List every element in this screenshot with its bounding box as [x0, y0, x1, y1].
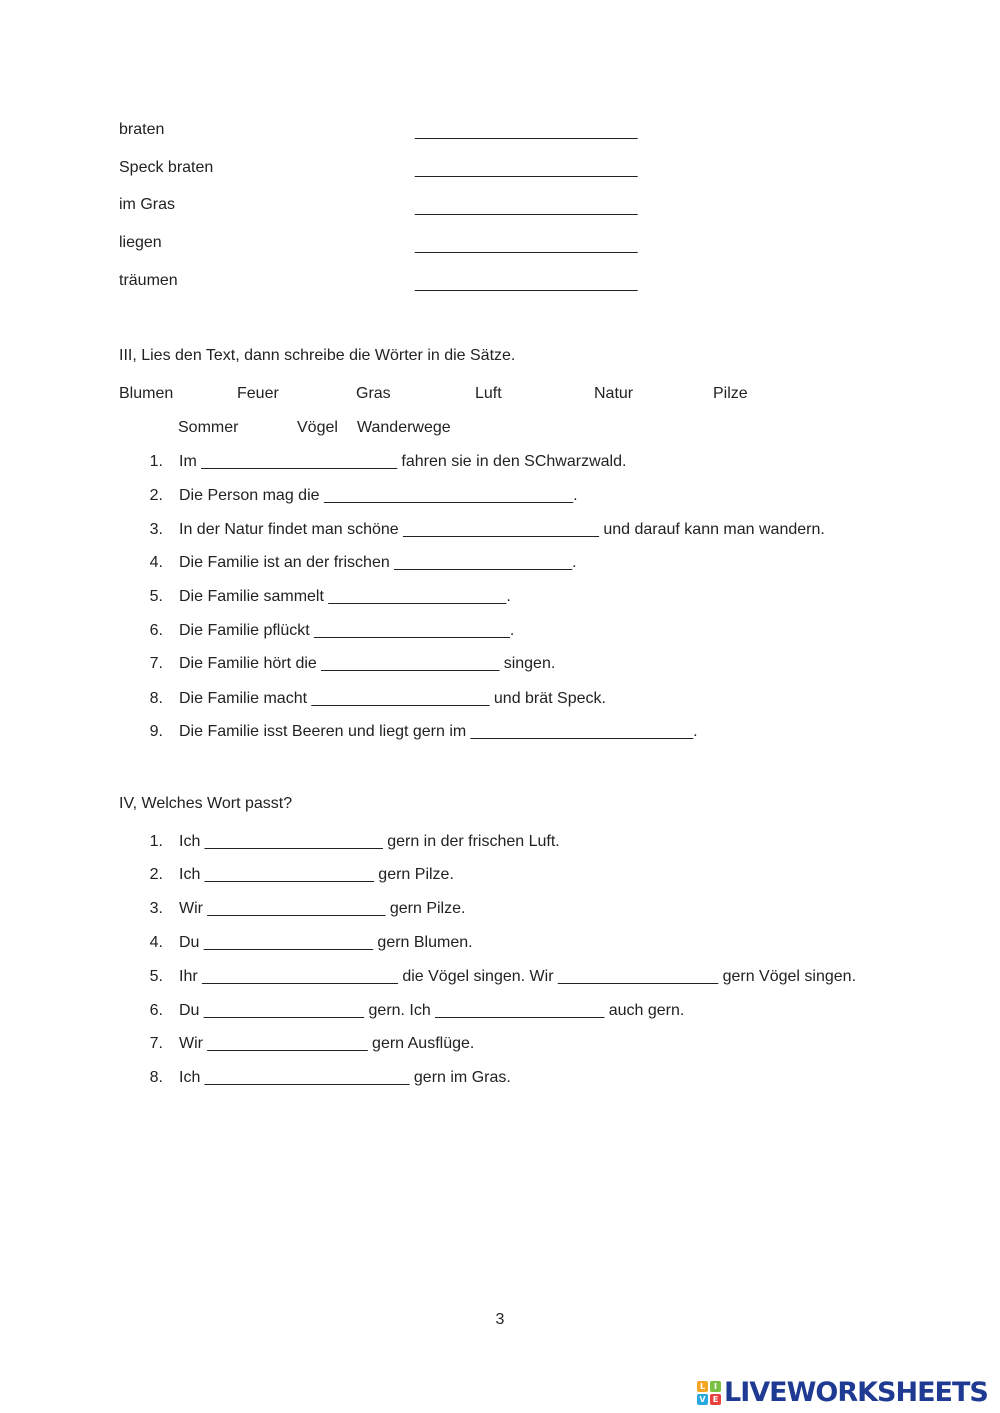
- fill-in-sentence[interactable]: Ich ___________________ gern Pilze.: [179, 866, 454, 883]
- fill-in-sentence[interactable]: Ich _______________________ gern im Gras.: [179, 1069, 511, 1086]
- liveworksheets-logo: [697, 1377, 988, 1409]
- page-number: 3: [495, 1311, 505, 1328]
- vocab-word: träumen: [119, 272, 178, 289]
- item-number: 4.: [149, 554, 163, 571]
- fill-in-sentence[interactable]: Die Familie isst Beeren und liegt gern im _________________________.: [179, 723, 698, 740]
- logo-mark-tile: L: [697, 1381, 708, 1392]
- word-bank-item: Gras: [356, 385, 391, 402]
- fill-in-sentence[interactable]: Ihr ______________________ die Vögel singen. Wir __________________ gern Vögel singen.: [179, 968, 857, 985]
- logo-mark-tile: I: [710, 1381, 721, 1392]
- item-number: 2.: [149, 866, 163, 883]
- vocab-word: im Gras: [119, 196, 175, 213]
- word-bank-item: Natur: [594, 385, 634, 402]
- vocab-answer-blank[interactable]: _________________________: [415, 199, 638, 216]
- vocab-word: liegen: [119, 234, 162, 251]
- item-number: 6.: [149, 1002, 163, 1019]
- fill-in-sentence[interactable]: Du __________________ gern. Ich ___________________ auch gern.: [179, 1002, 685, 1019]
- fill-in-sentence[interactable]: Die Familie pflückt ______________________.: [179, 622, 515, 639]
- logo-mark-tile: E: [710, 1394, 721, 1405]
- item-number: 5.: [149, 968, 163, 985]
- fill-in-sentence[interactable]: Die Familie hört die ____________________ singen.: [179, 655, 556, 672]
- item-number: 7.: [149, 1035, 163, 1052]
- fill-in-sentence[interactable]: Ich ____________________ gern in der frischen Luft.: [179, 833, 560, 850]
- item-number: 4.: [149, 934, 163, 951]
- word-bank-item: Sommer: [178, 419, 239, 436]
- word-bank-item: Luft: [475, 385, 502, 402]
- word-bank-item: Blumen: [119, 385, 174, 402]
- fill-in-sentence[interactable]: Die Familie sammelt ____________________.: [179, 588, 511, 605]
- item-number: 8.: [149, 690, 163, 707]
- item-number: 7.: [149, 655, 163, 672]
- fill-in-sentence[interactable]: Im ______________________ fahren sie in den SChwarzwald.: [179, 453, 627, 470]
- item-number: 1.: [149, 833, 163, 850]
- section-3-heading: III, Lies den Text, dann schreibe die Wörter in die Sätze.: [119, 347, 516, 364]
- item-number: 6.: [149, 622, 163, 639]
- item-number: 3.: [149, 900, 163, 917]
- word-bank-item: Feuer: [237, 385, 279, 402]
- word-bank-item: Wanderwege: [357, 419, 451, 436]
- logo-mark-icon: [697, 1381, 721, 1405]
- fill-in-sentence[interactable]: Die Familie ist an der frischen ____________________.: [179, 554, 577, 571]
- word-bank-item: Vögel: [297, 419, 338, 436]
- fill-in-sentence[interactable]: Wir __________________ gern Ausflüge.: [179, 1035, 475, 1052]
- fill-in-sentence[interactable]: In der Natur findet man schöne ______________________ und darauf kann man wandern.: [179, 521, 825, 538]
- fill-in-sentence[interactable]: Die Person mag die ____________________________.: [179, 487, 578, 504]
- item-number: 1.: [149, 453, 163, 470]
- vocab-word: braten: [119, 121, 165, 138]
- fill-in-sentence[interactable]: Die Familie macht ____________________ und brät Speck.: [179, 690, 606, 707]
- item-number: 5.: [149, 588, 163, 605]
- logo-text: LIVEWORKSHEETS: [724, 1377, 988, 1408]
- word-bank-item: Pilze: [713, 385, 748, 402]
- fill-in-sentence[interactable]: Du ___________________ gern Blumen.: [179, 934, 473, 951]
- item-number: 3.: [149, 521, 163, 538]
- vocab-word: Speck braten: [119, 159, 214, 176]
- logo-mark-tile: V: [697, 1394, 708, 1405]
- vocab-answer-blank[interactable]: _________________________: [415, 237, 638, 254]
- fill-in-sentence[interactable]: Wir ____________________ gern Pilze.: [179, 900, 466, 917]
- item-number: 2.: [149, 487, 163, 504]
- item-number: 8.: [149, 1069, 163, 1086]
- vocab-answer-blank[interactable]: _________________________: [415, 275, 638, 292]
- section-4-heading: IV, Welches Wort passt?: [119, 795, 293, 812]
- vocab-answer-blank[interactable]: _________________________: [415, 123, 638, 140]
- vocab-answer-blank[interactable]: _________________________: [415, 161, 638, 178]
- item-number: 9.: [149, 723, 163, 740]
